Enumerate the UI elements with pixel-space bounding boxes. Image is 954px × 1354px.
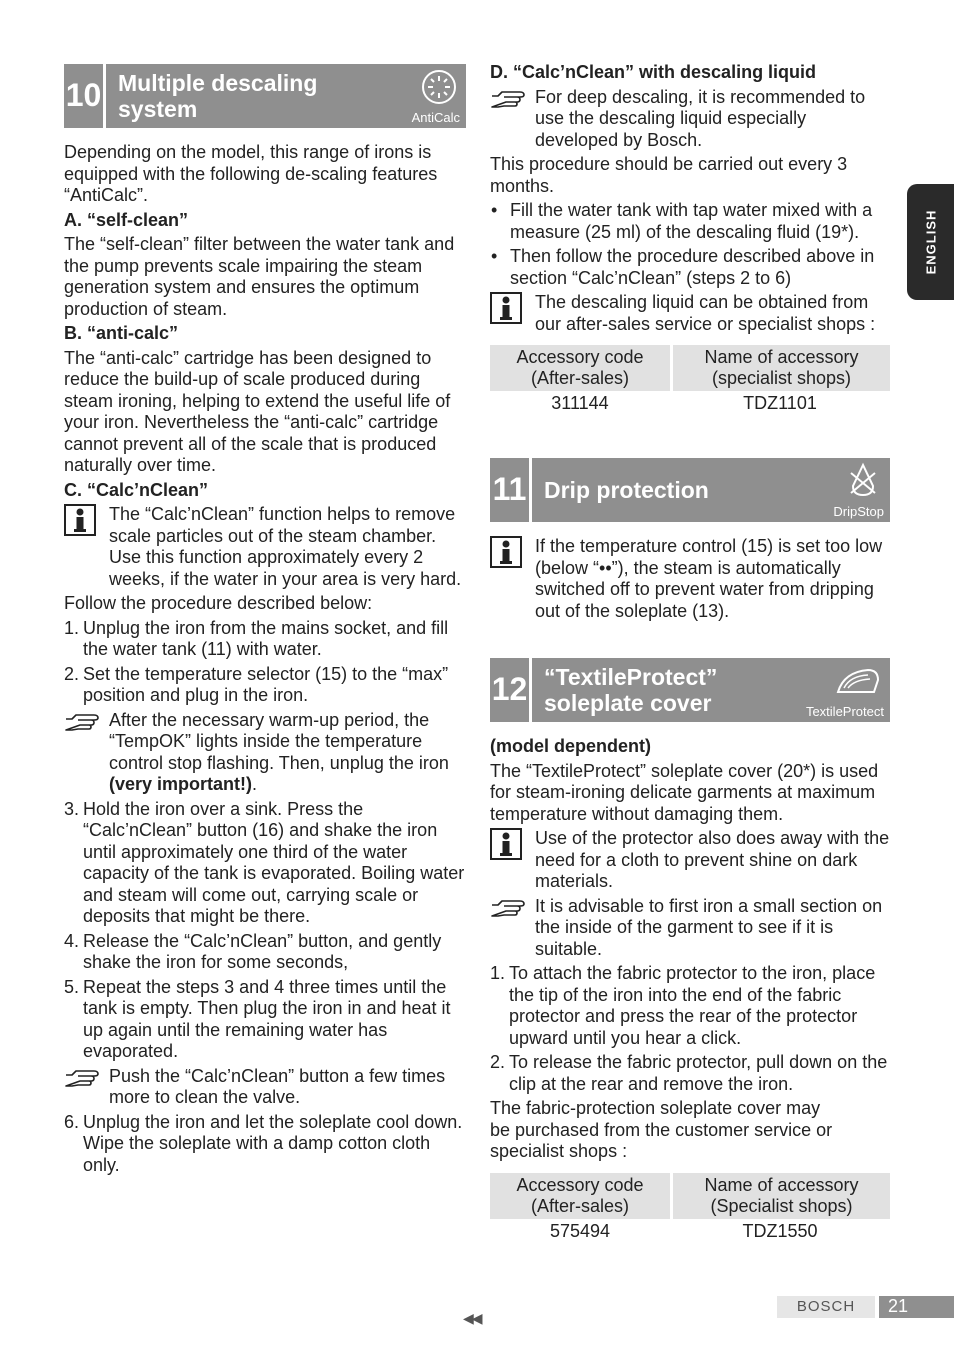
section-title-line2: system [118, 96, 198, 122]
right-column [490, 62, 890, 1244]
purchase-text: The fabric-protection soleplate cover may be purchased from the customer service or specialist shops : [490, 1098, 833, 1161]
accessory-code: 311144 [551, 393, 609, 413]
info-text: The descaling liquid can be obtained from our after-sales service or specialist shops : [535, 292, 876, 334]
item-number: 2. [64, 663, 80, 684]
soleplate-cover-icon-label: TextileProtect [805, 704, 884, 719]
subheading-c: C. “Calc’nClean” [64, 479, 209, 500]
info-note [64, 504, 466, 590]
section-number: 12 [490, 658, 529, 722]
section-12-header [490, 658, 890, 722]
item-text: Fill the water tank with tap water mixed with a measure (25 ml) of the descaling fluid (19*). [510, 200, 873, 242]
tip-emphasis: (very important!) [109, 774, 253, 794]
info-text: Use of the protector also does away with the need for a cloth to prevent shine on dark materials. [535, 828, 890, 891]
pointing-hand-icon [64, 710, 100, 732]
list-item [64, 618, 466, 661]
section-10-header [64, 64, 466, 128]
pointing-hand-icon [490, 87, 526, 109]
section-number: 11 [490, 458, 529, 522]
intro-text: The “TextileProtect” soleplate cover (20*) is used for steam-ironing delicate garments at maximum temperature without damaging them. [490, 760, 879, 824]
item-text: Then follow the procedure described above in section “Calc’nClean” (steps 2 to 6) [510, 246, 875, 288]
section-11-header [490, 458, 890, 522]
info-icon [490, 536, 522, 568]
table-header-name: Name of accessory (specialist shops) [670, 345, 890, 391]
subheading-d: D. “Calc’nClean” with descaling liquid [490, 62, 817, 82]
item-number: 1. [64, 617, 80, 638]
item-text: Unplug the iron and let the soleplate cool down. Wipe the soleplate with a damp cotton cloth only. [83, 1111, 463, 1175]
list-item [64, 931, 466, 974]
item-number: 6. [64, 1111, 80, 1132]
item-text: Hold the iron over a sink. Press the “Calc’nClean” button (16) and shake the iron until approximately one third of the water capacity of the tank is evaporated. Boiling water and steam will come out, carrying scale or deposits that might be there. [83, 798, 465, 926]
tip-text: After the necessary warm-up period, the “TempOK” lights inside the temperature control stop flashing. Then, unplug the iron [109, 709, 449, 773]
tip-note [490, 87, 890, 152]
item-number: 4. [64, 930, 80, 951]
table-header-code: Accessory code (After-sales) [490, 345, 670, 391]
tip-punct: . [252, 774, 258, 794]
section-title-line1: Multiple descaling [118, 70, 318, 96]
left-column [64, 64, 466, 1179]
section-title: Drip protection [544, 477, 709, 503]
intro-text: Depending on the model, this range of irons is equipped with the following de-scaling features “AntiCalc”. [64, 142, 438, 205]
frequency-text: This procedure should be carried out every 3 months. [490, 154, 848, 196]
list-item [64, 664, 466, 707]
item-text: To release the fabric protector, pull down on the clip at the rear and remove the iron. [509, 1052, 888, 1094]
list-item [490, 1052, 890, 1095]
page-nav-arrows: ◀◀ [463, 1310, 481, 1326]
tip-text: It is advisable to first iron a small section on the inside of the garment to see if it is suitable. [535, 895, 883, 959]
item-number: 2. [490, 1052, 506, 1072]
pointing-hand-icon [64, 1066, 100, 1088]
accessory-name: TDZ1550 [742, 1220, 818, 1241]
accessory-table [490, 1173, 890, 1244]
section-title-bar [532, 658, 890, 722]
info-icon [490, 292, 522, 324]
info-text: If the temperature control (15) is set too low (below “••”), the steam is automatically switched off to prevent water from dripping out of the soleplate (13). [535, 536, 883, 621]
list-item: • Fill the water tank with tap water mixed with a measure (25 ml) of the descaling fluid (19*). [490, 200, 890, 243]
item-text: To attach the fabric protector to the iron, place the tip of the iron into the end of the fabric protector and press the rear of the protector upward until you hear a click. [509, 963, 876, 1048]
tip-note [64, 710, 466, 796]
tip-note [64, 1066, 466, 1109]
item-text: Set the temperature selector (15) to the “max” position and plug in the iron. [83, 663, 449, 705]
dripstop-icon [844, 462, 882, 500]
tip-note [490, 896, 890, 961]
info-icon [490, 828, 522, 860]
table-header-code: Accessory code (After-sales) [490, 1173, 670, 1219]
list-item [490, 963, 890, 1049]
paragraph-a: The “self-clean” filter between the water tank and the pump prevents scale impairing the steam generation system and ensures the optimum production of steam. [64, 234, 455, 319]
follow-text: Follow the procedure described below: [64, 593, 373, 613]
list-item [64, 1112, 466, 1177]
dripstop-icon-label: DripStop [833, 504, 884, 519]
list-item [64, 977, 466, 1063]
language-tab-label: ENGLISH [922, 209, 938, 275]
soleplate-cover-icon [834, 662, 882, 700]
info-note [490, 536, 890, 622]
info-icon [64, 504, 96, 536]
section-title-line1: “TextileProtect” [544, 664, 718, 690]
table-row [490, 1219, 890, 1244]
info-note [490, 292, 890, 335]
item-text: Repeat the steps 3 and 4 three times until the tank is empty. Then plug the iron in and heat it up again until the remaining water has evaporated. [83, 976, 451, 1061]
accessory-code: 575494 [549, 1220, 611, 1241]
item-number: 3. [64, 798, 80, 819]
subheading-a: A. “self-clean” [64, 209, 189, 230]
section-title-bar [106, 64, 466, 128]
subheading-b: B. “anti-calc” [64, 323, 179, 343]
language-tab [907, 184, 954, 300]
paragraph-b: The “anti-calc” cartridge has been designed to reduce the build-up of scale produced during steam ironing, helping to extend the useful life of your iron. Nevertheless the “anti-calc” cartridge cannot prevent all of the scale that is produced naturally over time. [64, 347, 451, 475]
accessory-table [490, 345, 890, 416]
anticalc-icon [420, 68, 458, 106]
section-number: 10 [64, 64, 103, 128]
section-title-bar [532, 458, 890, 522]
tip-text: For deep descaling, it is recommended to use the descaling liquid especially developed by Bosch. [535, 86, 866, 150]
item-text: Release the “Calc’nClean” button, and gently shake the iron for some seconds, [83, 930, 442, 972]
list-item [64, 799, 466, 928]
table-header-name: Name of accessory (Specialist shops) [670, 1173, 890, 1219]
info-note [490, 828, 890, 893]
table-row [490, 391, 890, 416]
anticalc-icon-label: AntiCalc [411, 110, 460, 125]
item-text: Unplug the iron from the mains socket, and fill the water tank (11) with water. [83, 617, 449, 659]
list-item: • Then follow the procedure described above in section “Calc’nClean” (steps 2 to 6) [490, 246, 890, 289]
page-number: 21 [879, 1296, 954, 1318]
accessory-name: TDZ1101 [743, 393, 817, 413]
model-dependent-label: (model dependent) [490, 736, 651, 756]
pointing-hand-icon [490, 896, 526, 918]
tip-text: Push the “Calc’nClean” button a few times more to clean the valve. [109, 1065, 446, 1107]
item-number: 5. [64, 976, 80, 997]
info-text: The “Calc’nClean” function helps to remove scale particles out of the steam chamber. Use this function approximately every 2 weeks, if the water in your area is very hard. [109, 504, 462, 589]
brand-label: BOSCH [777, 1296, 875, 1318]
section-title-line2: soleplate cover [544, 690, 712, 716]
item-number: 1. [490, 963, 506, 983]
